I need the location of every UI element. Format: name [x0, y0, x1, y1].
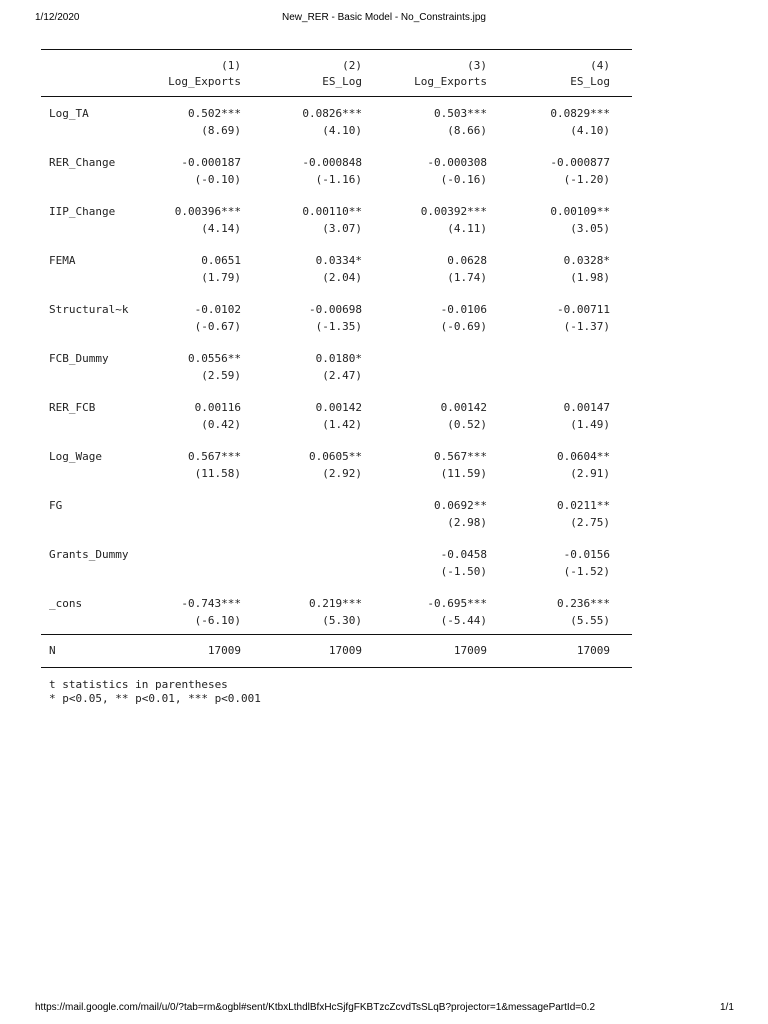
t-statistic: (-6.10)	[194, 614, 241, 627]
coefficient: 0.0651	[201, 254, 241, 267]
t-statistic: (3.05)	[570, 222, 610, 235]
t-statistic: (1.79)	[201, 271, 241, 284]
t-statistic: (-1.37)	[563, 320, 610, 333]
coefficient: -0.0156	[563, 548, 610, 561]
t-statistic: (-0.16)	[440, 173, 487, 186]
t-statistic: (-1.35)	[315, 320, 362, 333]
t-statistic: (11.58)	[194, 467, 241, 480]
column-header: Log_Exports	[168, 75, 241, 88]
t-statistic: (4.11)	[447, 222, 487, 235]
coefficient: 0.00109**	[550, 205, 610, 218]
coefficient: 0.00110**	[302, 205, 362, 218]
n-label: N	[49, 644, 56, 657]
n-value: 17009	[576, 644, 610, 657]
t-statistic: (11.59)	[440, 467, 487, 480]
table-notes	[49, 678, 261, 706]
coefficient: -0.695***	[427, 597, 487, 610]
column-header: ES_Log	[322, 75, 362, 88]
row-label: Log_Wage	[49, 450, 102, 463]
t-statistic: (-1.50)	[440, 565, 487, 578]
coefficient: 0.219***	[309, 597, 362, 610]
row-label: Grants_Dummy	[49, 548, 129, 561]
coefficient: -0.000877	[550, 156, 610, 169]
coefficient: -0.00698	[309, 303, 362, 316]
t-statistic: (-0.69)	[440, 320, 487, 333]
column-header: Log_Exports	[414, 75, 487, 88]
coefficient: -0.00711	[557, 303, 610, 316]
n-value: 17009	[328, 644, 362, 657]
row-label: Structural~k	[49, 303, 129, 316]
row-label: Log_TA	[49, 107, 89, 120]
t-statistic: (8.66)	[447, 124, 487, 137]
t-statistic: (2.59)	[201, 369, 241, 382]
coefficient: 0.0604**	[557, 450, 610, 463]
row-label: RER_Change	[49, 156, 116, 169]
t-statistic: (-0.10)	[194, 173, 241, 186]
t-statistic: (0.52)	[447, 418, 487, 431]
print-title: New_RER - Basic Model - No_Constraints.jpg	[282, 12, 486, 23]
t-statistic: (2.04)	[322, 271, 362, 284]
coefficient: 0.0628	[447, 254, 487, 267]
body-rule	[41, 634, 632, 635]
t-statistic: (4.10)	[570, 124, 610, 137]
row-label: FG	[49, 499, 63, 512]
coefficient: 0.567***	[188, 450, 241, 463]
coefficient: 0.0328*	[563, 254, 610, 267]
t-statistic: (-5.44)	[440, 614, 487, 627]
print-date: 1/12/2020	[35, 12, 80, 23]
coefficient: 0.567***	[434, 450, 487, 463]
coefficient: -0.0106	[440, 303, 487, 316]
coefficient: 0.0334*	[315, 254, 362, 267]
n-value: 17009	[207, 644, 241, 657]
t-statistic: (2.91)	[570, 467, 610, 480]
table-bottom-rule	[41, 667, 632, 668]
t-statistic: (2.75)	[570, 516, 610, 529]
coefficient: 0.502***	[188, 107, 241, 120]
coefficient: -0.0458	[440, 548, 487, 561]
t-statistic: (5.55)	[570, 614, 610, 627]
column-number: (1)	[221, 59, 241, 72]
t-statistic: (1.42)	[322, 418, 362, 431]
t-statistic: (1.98)	[570, 271, 610, 284]
row-label: RER_FCB	[49, 401, 96, 414]
print-page-number: 1/1	[720, 1002, 734, 1013]
t-statistic: (2.92)	[322, 467, 362, 480]
coefficient: -0.000187	[181, 156, 241, 169]
t-statistic: (2.47)	[322, 369, 362, 382]
t-statistic: (8.69)	[201, 124, 241, 137]
coefficient: 0.00147	[563, 401, 610, 414]
coefficient: 0.00142	[440, 401, 487, 414]
row-label: _cons	[49, 597, 83, 610]
t-statistic: (-1.52)	[563, 565, 610, 578]
note-line: * p<0.05, ** p<0.01, *** p<0.001	[49, 692, 261, 705]
t-statistic: (0.42)	[201, 418, 241, 431]
coefficient: 0.0826***	[302, 107, 362, 120]
coefficient: 0.00142	[315, 401, 362, 414]
row-label: IIP_Change	[49, 205, 116, 218]
t-statistic: (1.74)	[447, 271, 487, 284]
coefficient: 0.00392***	[420, 205, 487, 218]
coefficient: 0.00116	[194, 401, 241, 414]
row-label: FCB_Dummy	[49, 352, 109, 365]
t-statistic: (1.49)	[570, 418, 610, 431]
coefficient: 0.0556**	[188, 352, 241, 365]
t-statistic: (4.10)	[322, 124, 362, 137]
column-number: (2)	[342, 59, 362, 72]
coefficient: 0.0180*	[315, 352, 362, 365]
t-statistic: (-0.67)	[194, 320, 241, 333]
t-statistic: (3.07)	[322, 222, 362, 235]
column-number: (3)	[467, 59, 487, 72]
table-top-rule	[41, 49, 632, 50]
t-statistic: (4.14)	[201, 222, 241, 235]
coefficient: 0.236***	[557, 597, 610, 610]
t-statistic: (-1.20)	[563, 173, 610, 186]
column-number: (4)	[590, 59, 610, 72]
coefficient: 0.0692**	[434, 499, 487, 512]
print-url: https://mail.google.com/mail/u/0/?tab=rm&ogbl#sent/KtbxLthdlBfxHcSjfgFKBTzcZcvdTsSLqB?projector=1&messagePartId=0.2	[35, 1002, 595, 1013]
t-statistic: (-1.16)	[315, 173, 362, 186]
n-value: 17009	[453, 644, 487, 657]
t-statistic: (5.30)	[322, 614, 362, 627]
column-header: ES_Log	[570, 75, 610, 88]
coefficient: 0.00396***	[174, 205, 241, 218]
coefficient: 0.0829***	[550, 107, 610, 120]
coefficient: -0.000848	[302, 156, 362, 169]
note-line: t statistics in parentheses	[49, 678, 228, 691]
coefficient: -0.0102	[194, 303, 241, 316]
t-statistic: (2.98)	[447, 516, 487, 529]
coefficient: 0.503***	[434, 107, 487, 120]
row-label: FEMA	[49, 254, 76, 267]
coefficient: -0.743***	[181, 597, 241, 610]
header-rule	[41, 96, 632, 97]
coefficient: -0.000308	[427, 156, 487, 169]
coefficient: 0.0211**	[557, 499, 610, 512]
coefficient: 0.0605**	[309, 450, 362, 463]
